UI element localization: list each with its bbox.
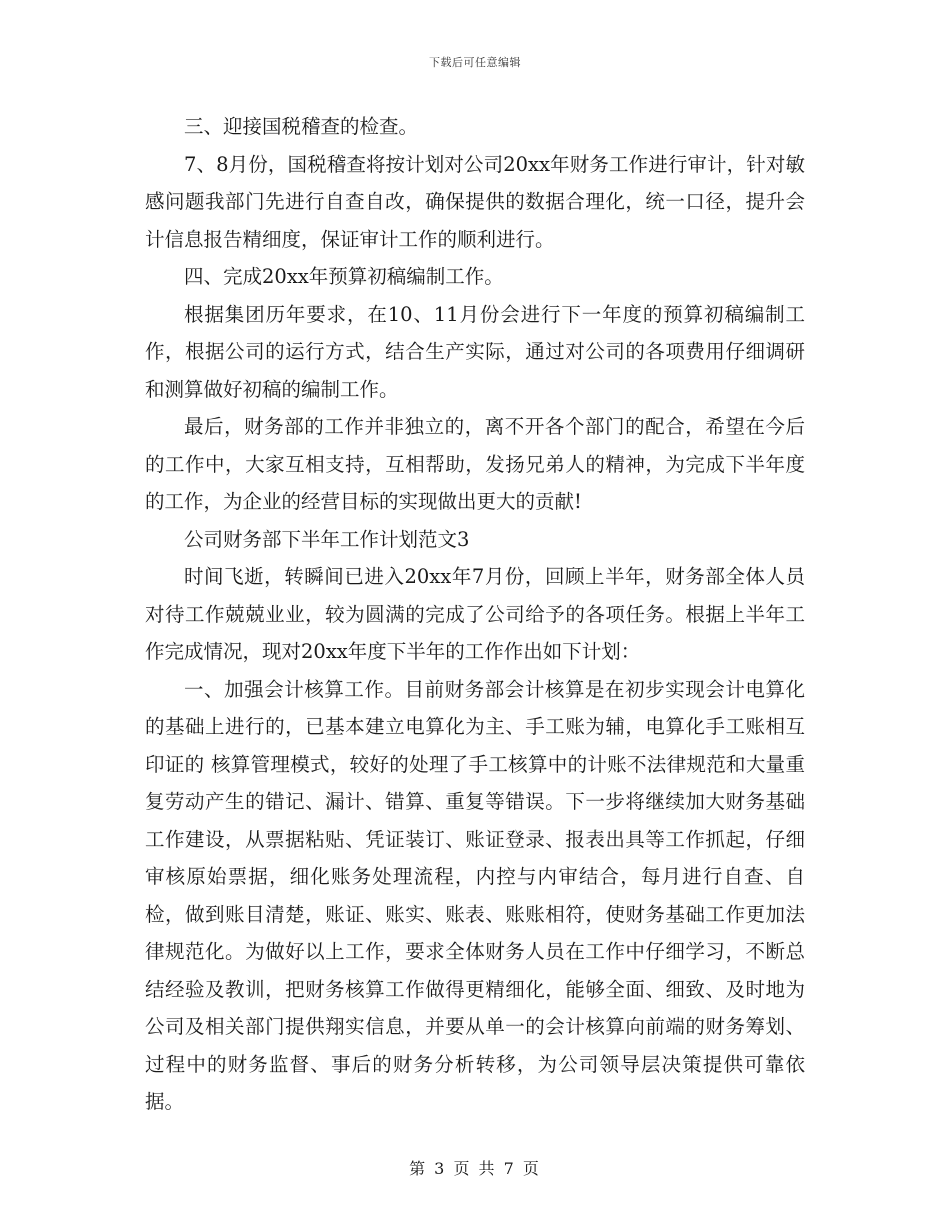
paragraph-accounting-work: 一、加强会计核算工作。目前财务部会计核算是在初步实现会计电算化的基础上进行的，已基本建立电算化为主、手工账为辅，电算化手工账相互印证的 核算管理模式，较好的处理了手工核算中的计账不法律规范和大量重复劳动产生的错记、漏计、错算、重复等错误。下一步将继续加大财务基础工作建设，从票据粘贴、凭证装订、账证登录、报表出具等工作抓起，仔细审核原始票据，细化账务处理流程，内控与内审结合，每月进行自查、自检，做到账目清楚，账证、账实、账表、账账相符，使财务基础工作更加法律规范化。为做好以上工作，要求全体财务人员在工作中仔细学习，不断总结经验及教训，把财务核算工作做得更精细化，能够全面、细致、及时地为公司及相关部门提供翔实信息，并要从单一的会计核算向前端的财务筹划、过程中的财务监督、事后的财务分析转移，为公司领导层决策提供可靠依据。	[145, 677, 805, 1113]
paragraph-sample-3-intro: 时间飞逝，转瞬间已进入20xx年7月份，回顾上半年，财务部全体人员对待工作兢兢业业，较为圆满的完成了公司给予的各项任务。根据上半年工作完成情况，现对20xx年度下半年的工作作出如下计划：	[145, 565, 805, 663]
paragraph-budget-draft: 根据集团历年要求，在10、11月份会进行下一年度的预算初稿编制工作，根据公司的运行方式，结合生产实际，通过对公司的各项费用仔细调研和测算做好初稿的编制工作。	[145, 302, 805, 401]
paragraph-section-3-heading: 三、迎接国税稽查的检查。	[184, 115, 419, 138]
paragraph-tax-audit: 7、8月份，国税稽查将按计划对公司20xx年财务工作进行审计，针对敏感问题我部门先进行自查自改，确保提供的数据合理化，统一口径，提升会计信息报告精细度，保证审计工作的顺利进行。	[145, 152, 805, 251]
paragraph-conclusion: 最后，财务部的工作并非独立的，离不开各个部门的配合，希望在今后的工作中，大家互相支持，互相帮助，发扬兄弟人的精神，为完成下半年度的工作，为企业的经营目标的实现做出更大的贡献!	[145, 415, 805, 513]
paragraph-section-4-heading: 四、完成20xx年预算初稿编制工作。	[184, 265, 504, 288]
document-body	[145, 108, 805, 1121]
paragraph-sample-3-title: 公司财务部下半年工作计划范文3	[184, 527, 470, 551]
page-number-footer: 第 3 页 共 7 页	[409, 1159, 541, 1178]
page-header: 下载后可任意编辑	[429, 56, 521, 69]
